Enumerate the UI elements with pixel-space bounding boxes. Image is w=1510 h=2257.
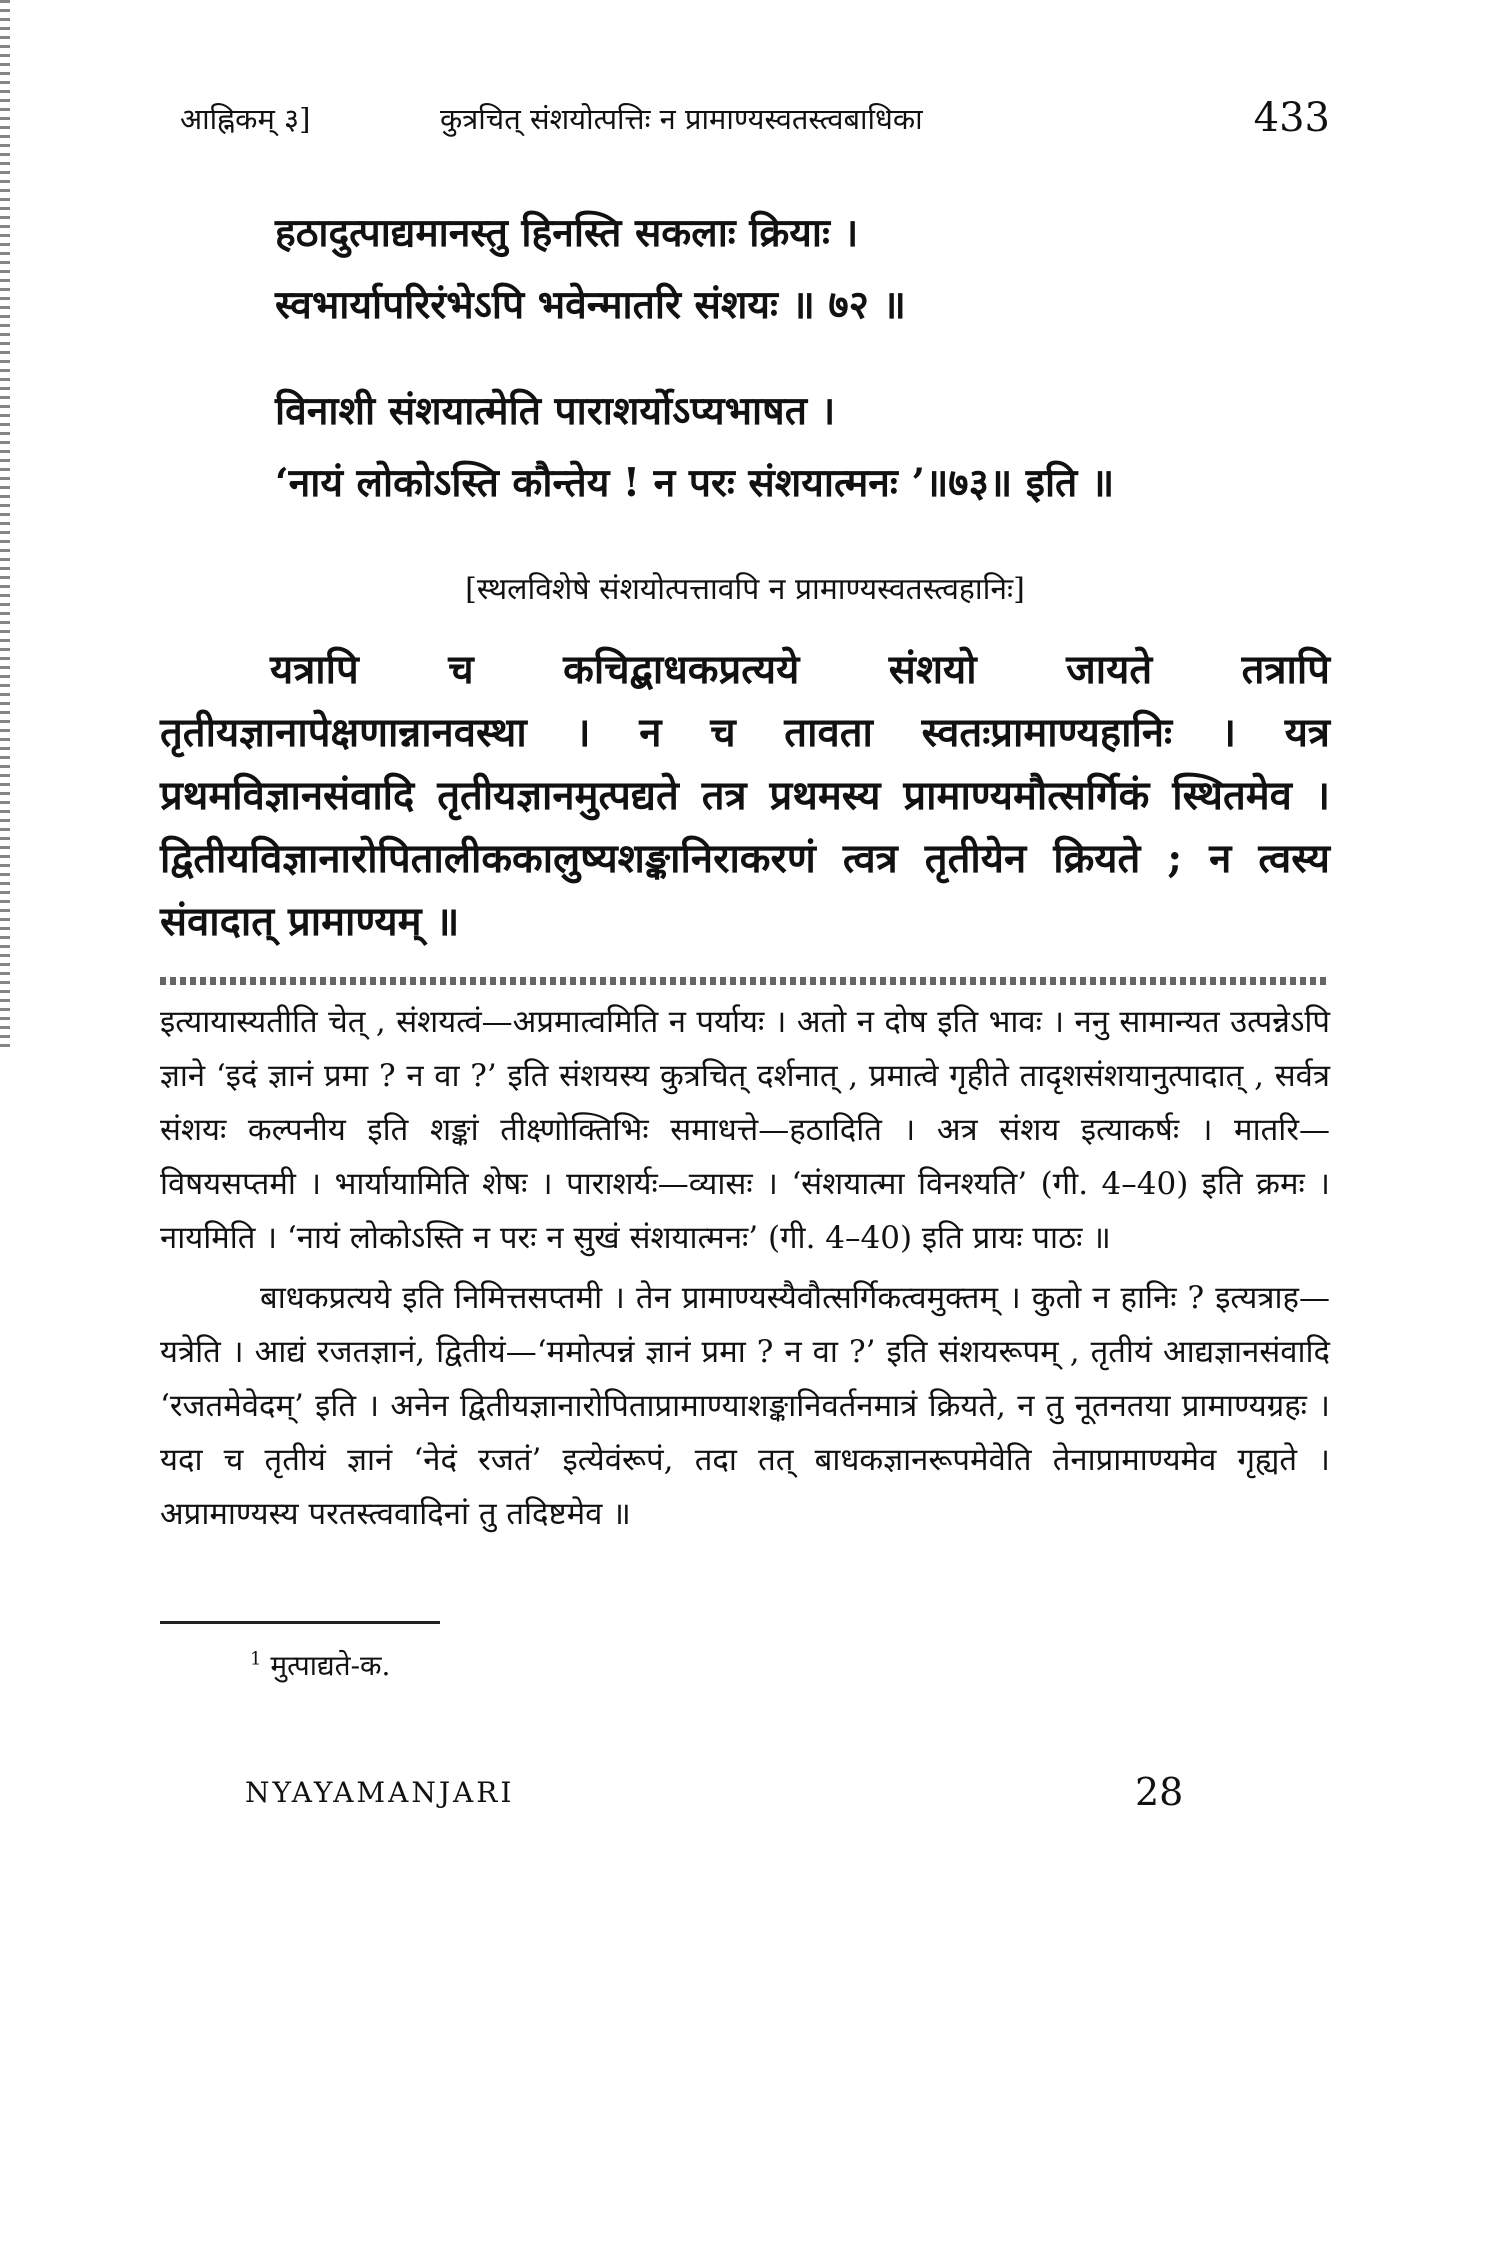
verse-72 — [275, 197, 1330, 341]
wavy-divider — [160, 977, 1330, 985]
book-title: NYAYAMANJARI — [245, 1776, 515, 1809]
footnote-text: मुत्पाद्यते-क. — [270, 1649, 391, 1682]
verse-line: हठादुत्पाद्यमानस्तु हिनस्ति सकलाः क्रियाः । — [275, 210, 859, 256]
header-chapter: आह्निकम् ३] — [180, 102, 311, 136]
footnote-rule — [160, 1621, 440, 1624]
page-number: 433 — [1253, 95, 1330, 141]
commentary-paragraph: बाधकप्रत्यये इति निमित्तसप्तमी । तेन प्रामाण्यस्यैवौत्सर्गिकत्वमुक्तम् । कुतो न हानिः ? इत्यत्राह—यत्रेति । आद्यं रजतज्ञानं, द्वितीयं—‘ममोत्पन्नं ज्ञानं प्रमा ? न वा ?’ इति संशयरूपम् , तृतीयं आद्यज्ञानसंवादि ‘रजतमेवेदम्’ इति । अनेन द्वितीयज्ञानारोपिताप्रामाण्याशङ्कानिवर्तनमात्रं क्रियते, न तु नूतनतया प्रामाण्यग्रहः । यदा च तृतीयं ज्ञानं ‘नेदं रजतं’ इत्येवंरूपं, तदा तत् बाधकज्ञानरूपमेवेति तेनाप्रामाण्यमेव गृह्यते । अप्रामाण्यस्य परतस्त्ववादिनां तु तदिष्टमेव ॥ — [160, 1280, 1330, 1532]
page-footer — [160, 1770, 1330, 1826]
commentary-paragraph: इत्यायास्यतीति चेत् , संशयत्वं—अप्रमात्वमिति न पर्यायः । अतो न दोष इति भावः । ननु सामान्यत उत्पन्नेऽपि ज्ञाने ‘इदं ज्ञानं प्रमा ? न वा ?’ इति संशयस्य कुत्रचित् दर्शनात् , प्रमात्वे गृहीते तादृशसंशयानुत्पादात् , सर्वत्र संशयः कल्पनीय इति शङ्कां तीक्ष्णोक्तिभिः समाधत्ते—हठादिति । अत्र संशय इत्याकर्षः । मातरि—विषयसप्तमी । भार्यायामिति शेषः । पाराशर्यः—व्यासः । ‘संशयात्मा विनश्यति’ (गी. 4–40) इति क्रमः । नायमिति । ‘नायं लोकोऽस्ति न परः न सुखं संशयात्मनः’ (गी. 4–40) इति प्रायः पाठः ॥ — [160, 1004, 1330, 1256]
section-title: [स्थलविशेषे संशयोत्पत्तावपि न प्रामाण्यस्वतस्त्वहानिः] — [465, 572, 1025, 607]
footnote — [250, 1646, 1330, 1684]
verse-line: विनाशी संशयात्मेति पाराशर्योऽप्यभाषत । — [275, 388, 836, 434]
signature-number: 28 — [1135, 1770, 1184, 1814]
scanned-page-edge — [0, 0, 10, 1050]
verse-line: स्वभार्यापरिरंभेऽपि भवेन्मातरि संशयः ॥ ७२ ॥ — [275, 282, 906, 328]
main-text: यत्रापि च कचिद्बाधकप्रत्यये संशयो जायते तत्रापि तृतीयज्ञानापेक्षणान्नानवस्था । न च तावता स्वतःप्रामाण्यहानिः । यत्र प्रथमविज्ञानसंवादि तृतीयज्ञानमुत्पद्यते तत्र प्रथमस्य प्रामाण्यमौत्सर्गिकं स्थितमेव । द्वितीयविज्ञानारोपितालीककालुष्यशङ्कानिराकरणं त्वत्र तृतीयेन क्रियते ; न त्वस्य संवादात् प्रामाण्यम् ॥ — [160, 646, 1330, 945]
footnote-marker: 1 — [250, 1648, 262, 1670]
header-title: कुत्रचित् संशयोत्पत्तिः न प्रामाण्यस्वतस्त्वबाधिका — [440, 102, 923, 136]
page — [160, 95, 1330, 1826]
running-header — [160, 95, 1330, 155]
verse-73 — [275, 375, 1330, 519]
verse-line: ‘नायं लोकोऽस्ति कौन्तेय ! न परः संशयात्मनः ’॥७३॥ इति ॥ — [275, 460, 1115, 506]
